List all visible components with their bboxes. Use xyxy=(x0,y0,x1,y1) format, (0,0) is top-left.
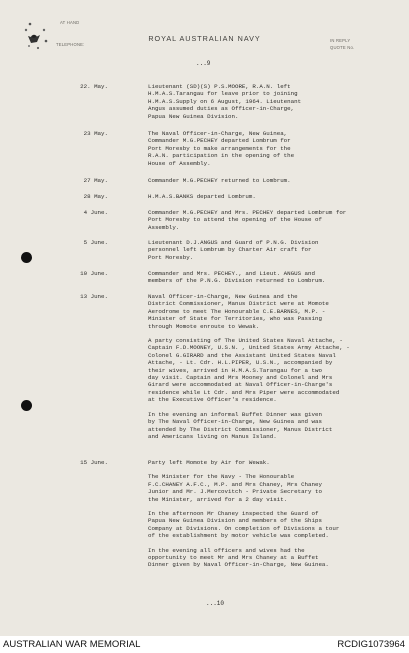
entry-paragraph: A party consisting of The United States Naval Attache, - Captain F.D.MOONEY, U.S.N. , United States Army Attache, - Colonel G.GIRARD and the Assistant United States Naval Attache, - Lt. Cdr. H.L.PIPER, U.S.N., accompanied by their wives, arrived in H.M.A.S.Tarangau for a two day visit. Captain and Mrs Mooney and Colonel and Mrs Girard were accommodated at Naval Officer-in-Charge's residence while Lt Cdr. and Mrs Piper were accommodated at the Executive Officer's residence. xyxy=(148,337,350,404)
letterhead-title: ROYAL AUSTRALIAN NAVY xyxy=(148,34,261,43)
entry-text xyxy=(148,177,380,191)
entry-paragraph: The Naval Officer-in-Charge, New Guinea, Commander M.G.PECHEY departed Lombrum for Port Moresby to make arrangements for the R.A.N. participation in the opening of the House of Assembly. xyxy=(148,130,295,167)
in-reply-label: IN REPLY xyxy=(330,38,351,43)
entry-text xyxy=(148,459,380,576)
entry-paragraph: In the evening an informal Buffet Dinner was given by The Naval Officer-in-Charge, New Guinea and was attended by The District Commissioner, Manus District and Americans living on Manus Island. xyxy=(148,410,333,440)
entry-date: 27 May. xyxy=(83,177,108,184)
entry-paragraph: In the evening all officers and wives had the opportunity to meet Mr and Mrs Chaney at a Buffet Dinner given by Naval Officer-in-Charge, New Guinea. xyxy=(148,546,329,569)
archive-name: AUSTRALIAN WAR MEMORIAL xyxy=(3,639,141,650)
entry-paragraph: In the afternoon Mr Chaney inspected the Guard of Papua New Guinea Division and members of the Ships Company at Divisions. On completion of Divisions a tour of the establishment by motor vehicle was completed. xyxy=(148,510,340,540)
entry-paragraph: Naval Officer-in-Charge, New Guinea and the District Commissioner, Manus District were at Momote Aerodrome to meet The Honourable C.E.BARNES, M.P. - Minister of State for Territories, who was Passing through Momote enroute to Wewak. xyxy=(148,293,329,330)
entry-date: 13 June. xyxy=(80,293,108,300)
entry-text xyxy=(148,293,380,447)
entry-paragraph: Commander M.G.PECHEY returned to Lombrum. xyxy=(148,177,291,184)
entry-date: 28 May. xyxy=(83,193,108,200)
entry-text xyxy=(148,83,380,127)
entry-text xyxy=(148,130,380,174)
quote-no-label: QUOTE No. xyxy=(330,45,355,50)
entry-date: 15 June. xyxy=(80,459,108,466)
page-marker: ...9 xyxy=(196,60,211,67)
entry-date: 10 June. xyxy=(80,270,108,277)
entry-text xyxy=(148,209,380,238)
entry-paragraph: Lieutenant (SD)(S) P.S.MOORE, R.A.N. left H.M.A.S.Tarangau for leave prior to joining H.M.A.S.Supply on 6 August, 1964. Lieutenant Angus assumed duties as Officer-in-Charge, Papua New Guinea Division. xyxy=(148,83,302,120)
entry-date: 23 May. xyxy=(83,130,108,137)
punch-hole-top xyxy=(21,252,32,263)
entry-paragraph: Commander M.G.PECHEY and Mrs. PECHEY departed Lombrum for Port Moresby to attend the opening of the House of Assembly. xyxy=(148,209,347,231)
entry-date: 4 June. xyxy=(83,209,108,216)
archive-footer xyxy=(0,636,409,653)
entry-paragraph: H.M.A.S.BANKS departed Lombrum. xyxy=(148,193,256,200)
entry-paragraph: Commander and Mrs. PECHEY., and Lieut. ANGUS and members of the P.N.G. Division returned to Lombrum. xyxy=(148,270,326,285)
archive-id: RCDIG1073964 xyxy=(337,639,405,650)
telephone-label: TELEPHONE: xyxy=(56,42,85,47)
entry-paragraph: The Minister for the Navy - The Honourable F.C.CHANEY A.F.C., M.P. and Mrs Chaney, Mrs Chaney Junior and Mr. J.Mercovitch - Private Secretary to the Minister, arrived for a 2 day visit. xyxy=(148,473,322,503)
entry-date: 5 June. xyxy=(83,239,108,246)
entry-text xyxy=(148,270,380,292)
entry-paragraph: Party left Momote by Air for Wewak. xyxy=(148,459,270,466)
punch-hole-bottom xyxy=(21,400,32,411)
entry-date: 22. May. xyxy=(80,83,108,90)
at-hand-label: AT HAND xyxy=(60,20,80,25)
entry-paragraph: Lieutenant D.J.ANGUS and Guard of P.N.G. Division personnel left Lombrum by Charter Air craft for Port Moresby. xyxy=(148,239,319,261)
continuation-marker: ...10 xyxy=(206,600,225,607)
entry-text xyxy=(148,193,380,207)
entry-text xyxy=(148,239,380,268)
